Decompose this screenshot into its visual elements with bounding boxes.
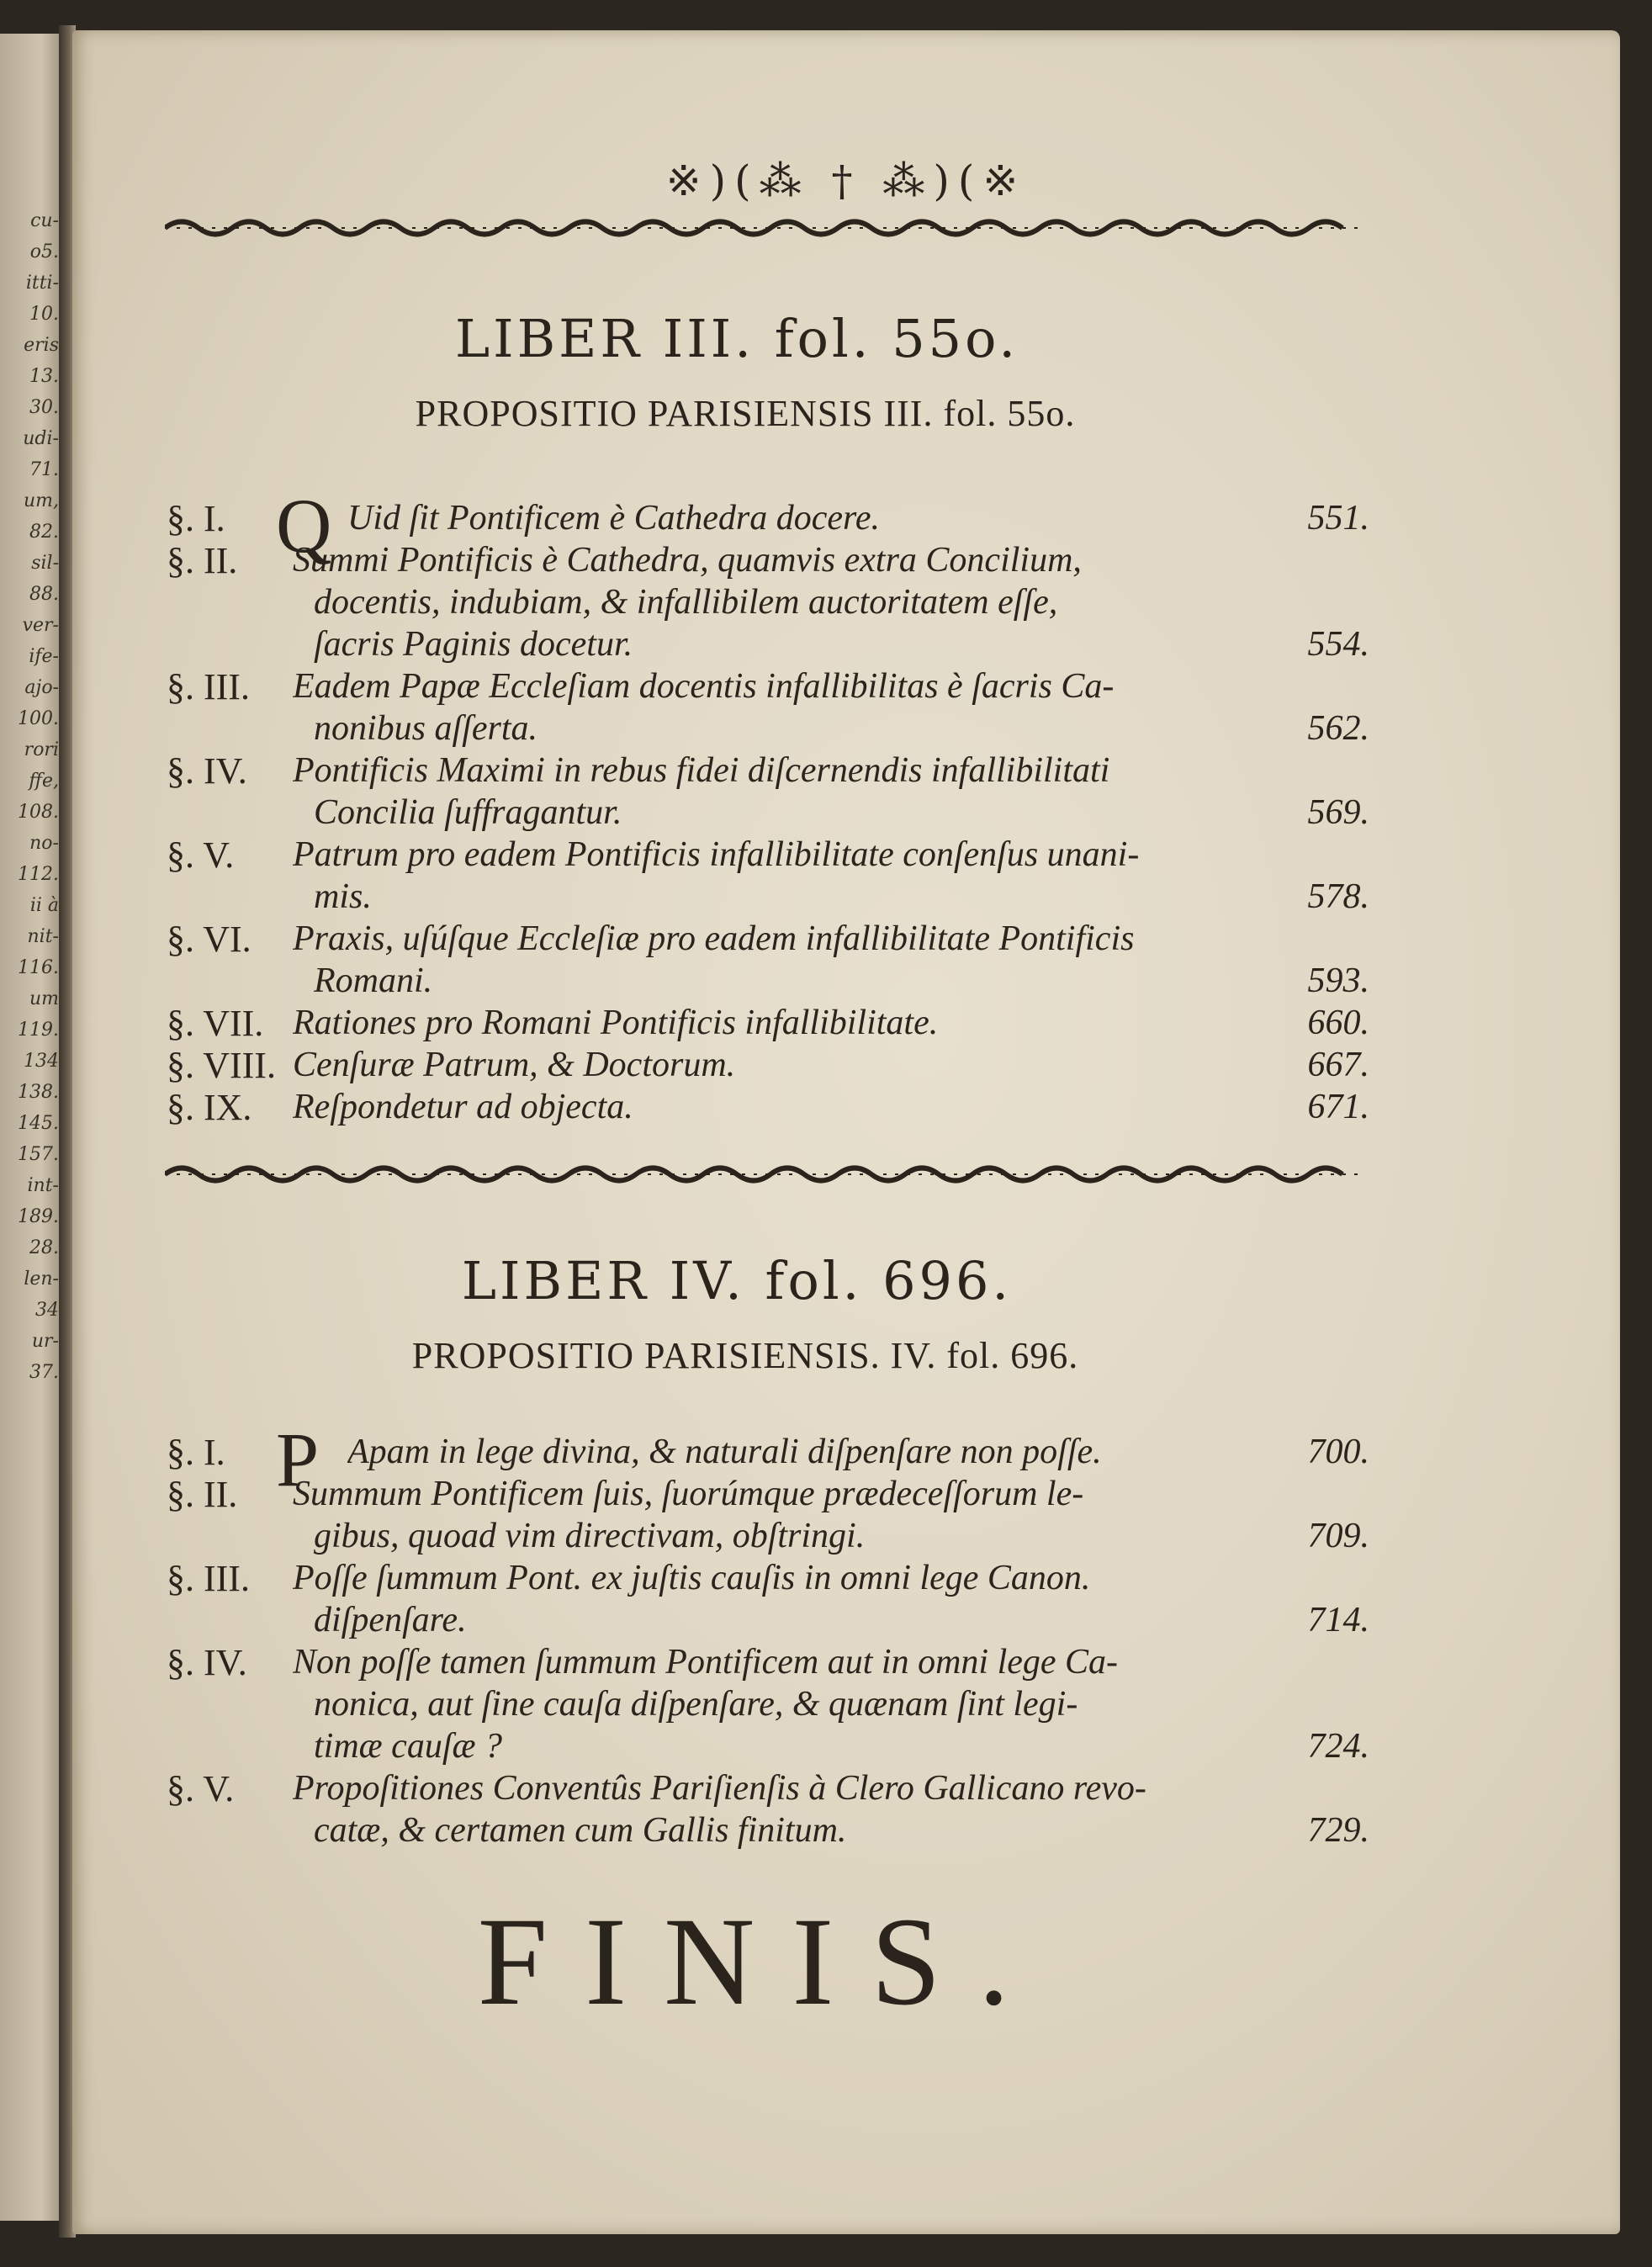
toc-entry: [167, 834, 1369, 918]
facing-page-text-fragment: cu-: [30, 210, 59, 231]
entry-text: timæ cauſæ ?: [314, 1727, 503, 1766]
facing-page-text-fragment: 108.: [18, 802, 59, 823]
toc-line: [167, 1473, 1369, 1515]
entry-text: Summum Pontificem ſuis, ſuorúmque prædeceſſorum le-: [293, 1475, 1084, 1513]
toc-entry: [167, 1044, 1369, 1086]
facing-page-text-fragment: ur-: [31, 1331, 59, 1352]
toc-line: [167, 1641, 1369, 1683]
toc-line: [167, 1683, 1369, 1725]
facing-page-text-fragment: 189.: [18, 1206, 59, 1227]
entry-text: catæ, & certamen cum Gallis finitum.: [314, 1811, 847, 1850]
ornamental-rule-top: [165, 211, 1359, 245]
liber-iv-contents: [167, 1417, 1369, 1851]
section-number: §. VIII.: [167, 1045, 276, 1086]
section-number: §. IV.: [167, 1642, 247, 1683]
facing-page-text-fragment: um: [29, 988, 59, 1009]
entry-text: Uid ſit Pontificem è Cathedra docere.: [347, 499, 880, 538]
toc-line: [167, 1599, 1369, 1641]
facing-page-text-fragment: 10.: [29, 304, 59, 325]
toc-line: [167, 1044, 1369, 1086]
toc-entry: [167, 749, 1369, 834]
facing-page-text-fragment: udi-: [23, 428, 59, 449]
liber-iii-title: LIBER III. fol. 55o.: [454, 308, 1019, 369]
entry-text: Praxis, uſúſque Eccleſiæ pro eadem infallibilitate Pontificis: [293, 919, 1135, 958]
facing-page-text-fragment: ver-: [22, 615, 59, 636]
entry-text: Eadem Papæ Eccleſiam docentis infallibilitas è ſacris Ca-: [293, 667, 1115, 706]
section-number: §. I.: [167, 498, 225, 539]
toc-entry: [167, 1641, 1369, 1767]
toc-line: [167, 1725, 1369, 1767]
facing-page-text-fragment: um,: [23, 490, 59, 511]
facing-page-text-fragment: 100.: [18, 708, 59, 729]
toc-entry: [167, 1086, 1369, 1128]
section-number: §. VII.: [167, 1003, 264, 1044]
toc-line: [167, 1767, 1369, 1809]
page-number: 578.: [1307, 877, 1369, 916]
toc-line: [167, 707, 1369, 749]
section-number: §. I.: [167, 1432, 225, 1473]
entry-text: Poſſe ſummum Pont. ex juſtis cauſis in omni lege Canon.: [293, 1559, 1091, 1597]
page-number: 714.: [1307, 1601, 1369, 1639]
book-page: [72, 30, 1620, 2234]
facing-page-text-fragment: 37.: [29, 1362, 59, 1383]
page-number: 667.: [1307, 1046, 1369, 1084]
entry-text: Concilia ſuffragantur.: [314, 793, 622, 832]
toc-line: [167, 792, 1369, 834]
toc-line: [167, 1515, 1369, 1557]
toc-line: [167, 1809, 1369, 1851]
page-number: 593.: [1307, 961, 1369, 1000]
entry-text: Non poſſe tamen ſummum Pontificem aut in omni lege Ca-: [293, 1643, 1119, 1682]
facing-page-text-fragment: 13.: [29, 366, 59, 387]
toc-line: [167, 539, 1369, 581]
section-number: §. VI.: [167, 919, 252, 960]
toc-line: [167, 960, 1369, 1002]
facing-page-text-fragment: ajo-: [24, 677, 59, 698]
toc-line: [167, 1557, 1369, 1599]
facing-page-text-fragment: sil-: [31, 553, 59, 574]
section-number: §. II.: [167, 540, 238, 581]
section-number: §. V.: [167, 834, 235, 876]
facing-page-text-fragment: o5.: [29, 241, 59, 262]
facing-page-text-fragment: 82.: [29, 522, 59, 543]
facing-page-fragment: [0, 34, 59, 2221]
liber-iii-contents: [167, 483, 1369, 1128]
page-number: 562.: [1307, 709, 1369, 748]
liber-iv-title: LIBER IV. fol. 696.: [461, 1250, 1013, 1311]
section-number: §. II.: [167, 1474, 238, 1515]
entry-text: nonica, aut ſine cauſa diſpenſare, & quænam ſint legi-: [314, 1685, 1078, 1724]
entry-text: Propoſitiones Conventûs Pariſienſis à Clero Gallicano revo-: [293, 1769, 1146, 1808]
page-number: 724.: [1307, 1727, 1369, 1766]
facing-page-text-fragment: ii à: [29, 895, 59, 916]
drop-cap: Q: [276, 483, 332, 569]
entry-text: ſacris Paginis docetur.: [314, 625, 633, 664]
facing-page-text-fragment: no-: [29, 833, 59, 854]
page-number: 729.: [1307, 1811, 1369, 1850]
entry-text: docentis, indubiam, & infallibilem auctoritatem eſſe,: [314, 583, 1058, 622]
propositio-iv-title: PROPOSITIO PARISIENSIS. IV. fol. 696.: [411, 1335, 1079, 1376]
facing-page-text-fragment: 71.: [29, 459, 59, 480]
section-number: §. III.: [167, 1558, 250, 1599]
facing-page-text-fragment: nit-: [27, 926, 59, 947]
ornamental-rule-middle: [165, 1157, 1359, 1191]
facing-page-text-fragment: int-: [27, 1175, 59, 1196]
entry-text: gibus, quoad vim directivam, obſtringi.: [314, 1517, 866, 1555]
toc-entry: [167, 665, 1369, 749]
toc-entry: [167, 539, 1369, 665]
entry-text: Summi Pontificis è Cathedra, quamvis extra Concilium,: [293, 541, 1082, 580]
facing-page-text-fragment: 112.: [18, 864, 59, 885]
page-number: 554.: [1307, 625, 1369, 664]
toc-entry: [167, 918, 1369, 1002]
section-number: §. IV.: [167, 750, 247, 792]
toc-line: [167, 834, 1369, 876]
toc-line: [167, 918, 1369, 960]
drop-cap: P: [276, 1417, 320, 1502]
propositio-iii-title: PROPOSITIO PARISIENSIS III. fol. 55o.: [415, 393, 1076, 434]
facing-page-text-fragment: 157.: [18, 1144, 59, 1165]
entry-text: mis.: [314, 877, 372, 916]
toc-entry: [167, 1473, 1369, 1557]
page-number: 569.: [1307, 793, 1369, 832]
entry-text: Cenſuræ Patrum, & Doctorum.: [293, 1046, 736, 1084]
entry-text: nonibus aſſerta.: [314, 709, 538, 748]
entry-text: Apam in lege divina, & naturali diſpenſare non poſſe.: [347, 1433, 1102, 1471]
entry-text: Pontificis Maximi in rebus fidei diſcernendis infallibilitati: [293, 751, 1110, 790]
finis-colophon: FINIS.: [477, 1892, 1047, 2031]
page-number: 671.: [1307, 1088, 1369, 1126]
toc-entry: [167, 1767, 1369, 1851]
facing-page-text-fragment: 119.: [18, 1020, 59, 1041]
facing-page-text-fragment: 138.: [18, 1082, 59, 1103]
headpiece-ornament: ※)(⁂ † ⁂)(※: [665, 156, 1027, 205]
page-number: 709.: [1307, 1517, 1369, 1555]
toc-line: [167, 1002, 1369, 1044]
toc-line: [167, 876, 1369, 918]
page-number: 660.: [1307, 1004, 1369, 1042]
facing-page-text-fragment: rori: [24, 739, 59, 760]
facing-page-text-fragment: 34: [35, 1300, 59, 1321]
facing-page-text-fragment: len-: [24, 1269, 59, 1290]
facing-page-text-fragment: itti-: [25, 273, 59, 294]
section-number: §. IX.: [167, 1087, 252, 1128]
page-number: 551.: [1307, 499, 1369, 538]
toc-line: [167, 665, 1369, 707]
facing-page-text-fragment: 28.: [29, 1237, 59, 1258]
page-number: 700.: [1307, 1433, 1369, 1471]
entry-text: Patrum pro eadem Pontificis infallibilitate conſenſus unani-: [293, 835, 1140, 874]
entry-text: Rationes pro Romani Pontificis infallibilitate.: [293, 1004, 939, 1042]
toc-line: [167, 1086, 1369, 1128]
facing-page-text-fragment: ife-: [29, 646, 59, 667]
facing-page-text-fragment: eris: [24, 335, 59, 356]
section-number: §. III.: [167, 666, 250, 707]
facing-page-text-fragment: ffe,: [29, 771, 59, 792]
section-number: §. V.: [167, 1768, 235, 1809]
facing-page-text-fragment: 134: [24, 1051, 59, 1072]
facing-page-text-fragment: 145.: [18, 1113, 59, 1134]
toc-line: [167, 623, 1369, 665]
entry-text: diſpenſare.: [314, 1601, 467, 1639]
entry-text: Romani.: [314, 961, 433, 1000]
facing-page-text-fragment: 116.: [18, 957, 59, 978]
entry-text: Reſpondetur ad objecta.: [293, 1088, 633, 1126]
facing-page-text-fragment: 88.: [29, 584, 59, 605]
toc-entry: [167, 1002, 1369, 1044]
toc-line: [167, 749, 1369, 792]
toc-line: [167, 581, 1369, 623]
toc-entry: [167, 1557, 1369, 1641]
facing-page-text-fragment: 30.: [29, 397, 59, 418]
